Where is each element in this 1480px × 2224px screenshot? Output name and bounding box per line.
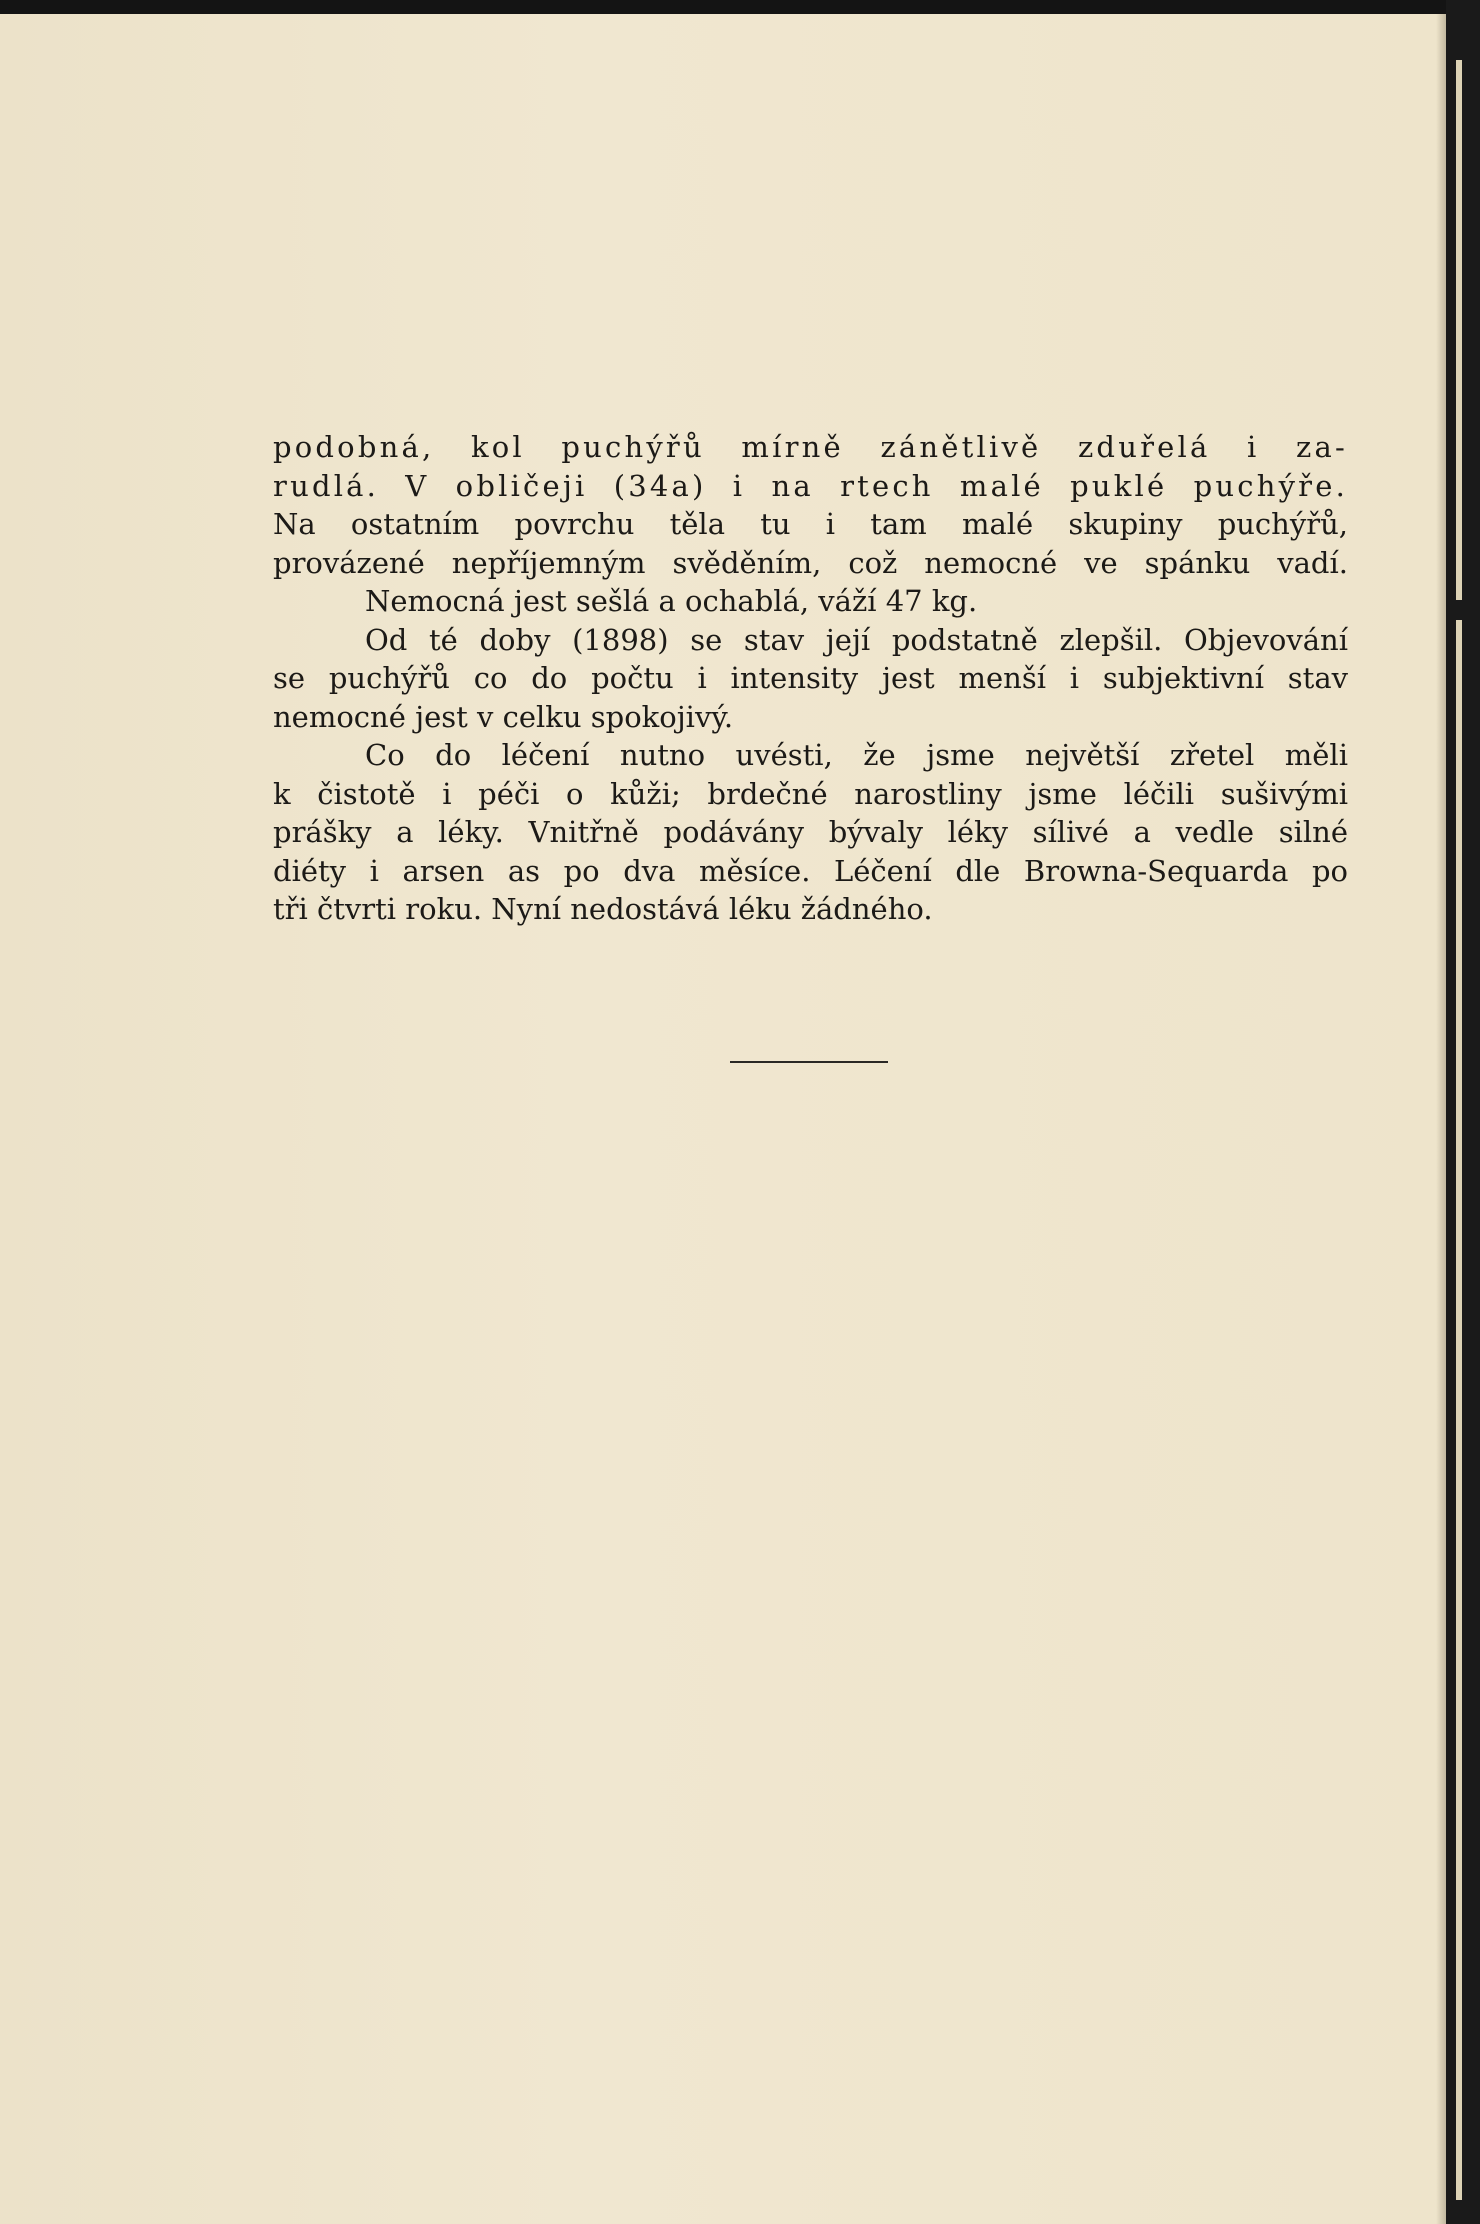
paragraph-treatment: [273, 736, 1348, 929]
text-line: Co do léčení nutno uvésti, že jsme největší zřetel měli: [365, 738, 1348, 772]
text-line: prášky a léky. Vnitřně podávány bývaly léky sílivé a vedle silné: [273, 815, 1348, 849]
text-line: tři čtvrti roku. Nyní nedostává léku žádného.: [273, 892, 933, 926]
body-text: [273, 428, 1348, 929]
text-line: provázené nepříjemným svěděním, což nemocné ve spánku vadí.: [273, 545, 1348, 580]
paragraph-condition: [273, 582, 1348, 621]
text-line: Nemocná jest sešlá a ochablá, váží 47 kg.: [365, 584, 978, 618]
text-line: Od té doby (1898) se stav její podstatně zlepšil. Objevování: [365, 622, 1348, 657]
text-line: se puchýřů co do počtu i intensity jest menší i subjektivní stav: [273, 661, 1348, 695]
text-line: k čistotě i péči o kůži; brdečné narostliny jsme léčili sušivými: [273, 776, 1348, 811]
binding-page-edge: [1456, 620, 1462, 2200]
text-line: nemocné jest v celku spokojivý.: [273, 699, 734, 734]
text-line: rudlá. V obličeji (34a) i na rtech malé puklé puchýře.: [273, 468, 1348, 503]
paragraph-symptoms: [273, 428, 1348, 582]
text-line: podobná, kol puchýřů mírně zánětlivě zduřelá i za-: [273, 430, 1348, 464]
binding-page-edge: [1456, 60, 1462, 600]
paragraph-improvement: [273, 621, 1348, 737]
paper-sheet: [0, 14, 1446, 2224]
text-line: Na ostatním povrchu těla tu i tam malé skupiny puchýřů,: [273, 507, 1348, 541]
section-end-rule: [730, 1061, 888, 1063]
book-binding: [1446, 0, 1480, 2224]
text-line: diéty i arsen as po dva měsíce. Léčení dle Browna-Sequarda po: [273, 853, 1348, 888]
page-gutter-shadow: [1436, 14, 1446, 2224]
